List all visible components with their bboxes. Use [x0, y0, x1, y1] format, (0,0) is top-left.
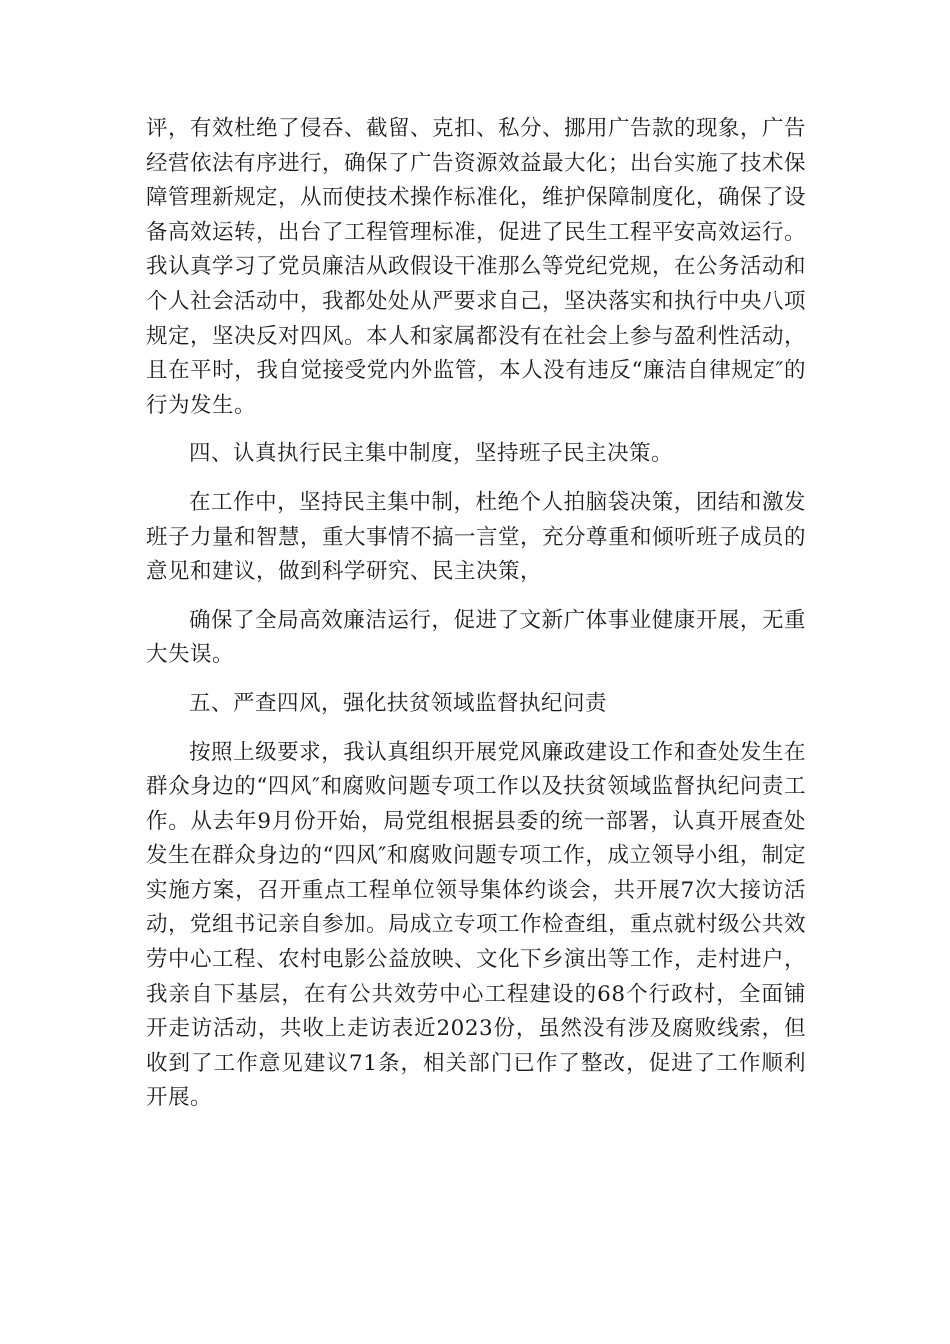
section-heading-five: 五、严查四风，强化扶贫领域监督执纪问责 [189, 690, 608, 716]
paragraph-continuation: 评，有效杜绝了侵吞、截留、克扣、私分、挪用广告款的现象，广告经营依法有序进行，确保了广告资源效益最大化；出台实施了技术保障管理新规定，从而使技术操作标准化，维护保障制度化，确保了设备高效运转，出台了工程管理标准，促进了民生工程平安高效运行。我认真学习了党员廉洁从政假设干准那么等党纪党规，在公务活动和个人社会活动中，我都处处从严要求自己，坚决落实和执行中央八项规定，坚决反对四风。本人和家属都没有在社会上参与盈利性活动，且在平时，我自觉接受党内外监管，本人没有违反“廉洁自律规定″的行为发生。 [146, 116, 807, 418]
section-heading-four: 四、认真执行民主集中制度，坚持班子民主决策。 [189, 441, 674, 467]
paragraph-democratic-centralism: 在工作中，坚持民主集中制，杜绝个人拍脑袋决策，团结和激发班子力量和智慧，重大事情不搞一言堂，充分尊重和倾听班子成员的意见和建议，做到科学研究、民主决策， [146, 489, 807, 585]
document-body [146, 112, 806, 1116]
paragraph-outcome: 确保了全局高效廉洁运行，促进了文新广体事业健康开展，无重大失误。 [146, 607, 806, 668]
paragraph-four-winds-work: 按照上级要求，我认真组织开展党风廉政建设工作和查处发生在群众身边的“四风″和腐败问题专项工作以及扶贫领域监督执纪问责工作。从去年9月份开始，局党组根据县委的统一部署，认真开展查处发生在群众身边的“四风″和腐败问题专项工作，成立领导小组，制定实施方案，召开重点工程单位领导集体约谈会，共开展7次大接访活动，党组书记亲自参加。局成立专项工作检查组，重点就村级公共效劳中心工程、农村电影公益放映、文化下乡演出等工作，走村进户，我亲自下基层，在有公共效劳中心工程建设的68个行政村，全面铺开走访活动，共收上走访表近2023份，虽然没有涉及腐败线索，但收到了工作意见建议71条，相关部门已作了整改，促进了工作顺利开展。 [146, 739, 807, 1111]
